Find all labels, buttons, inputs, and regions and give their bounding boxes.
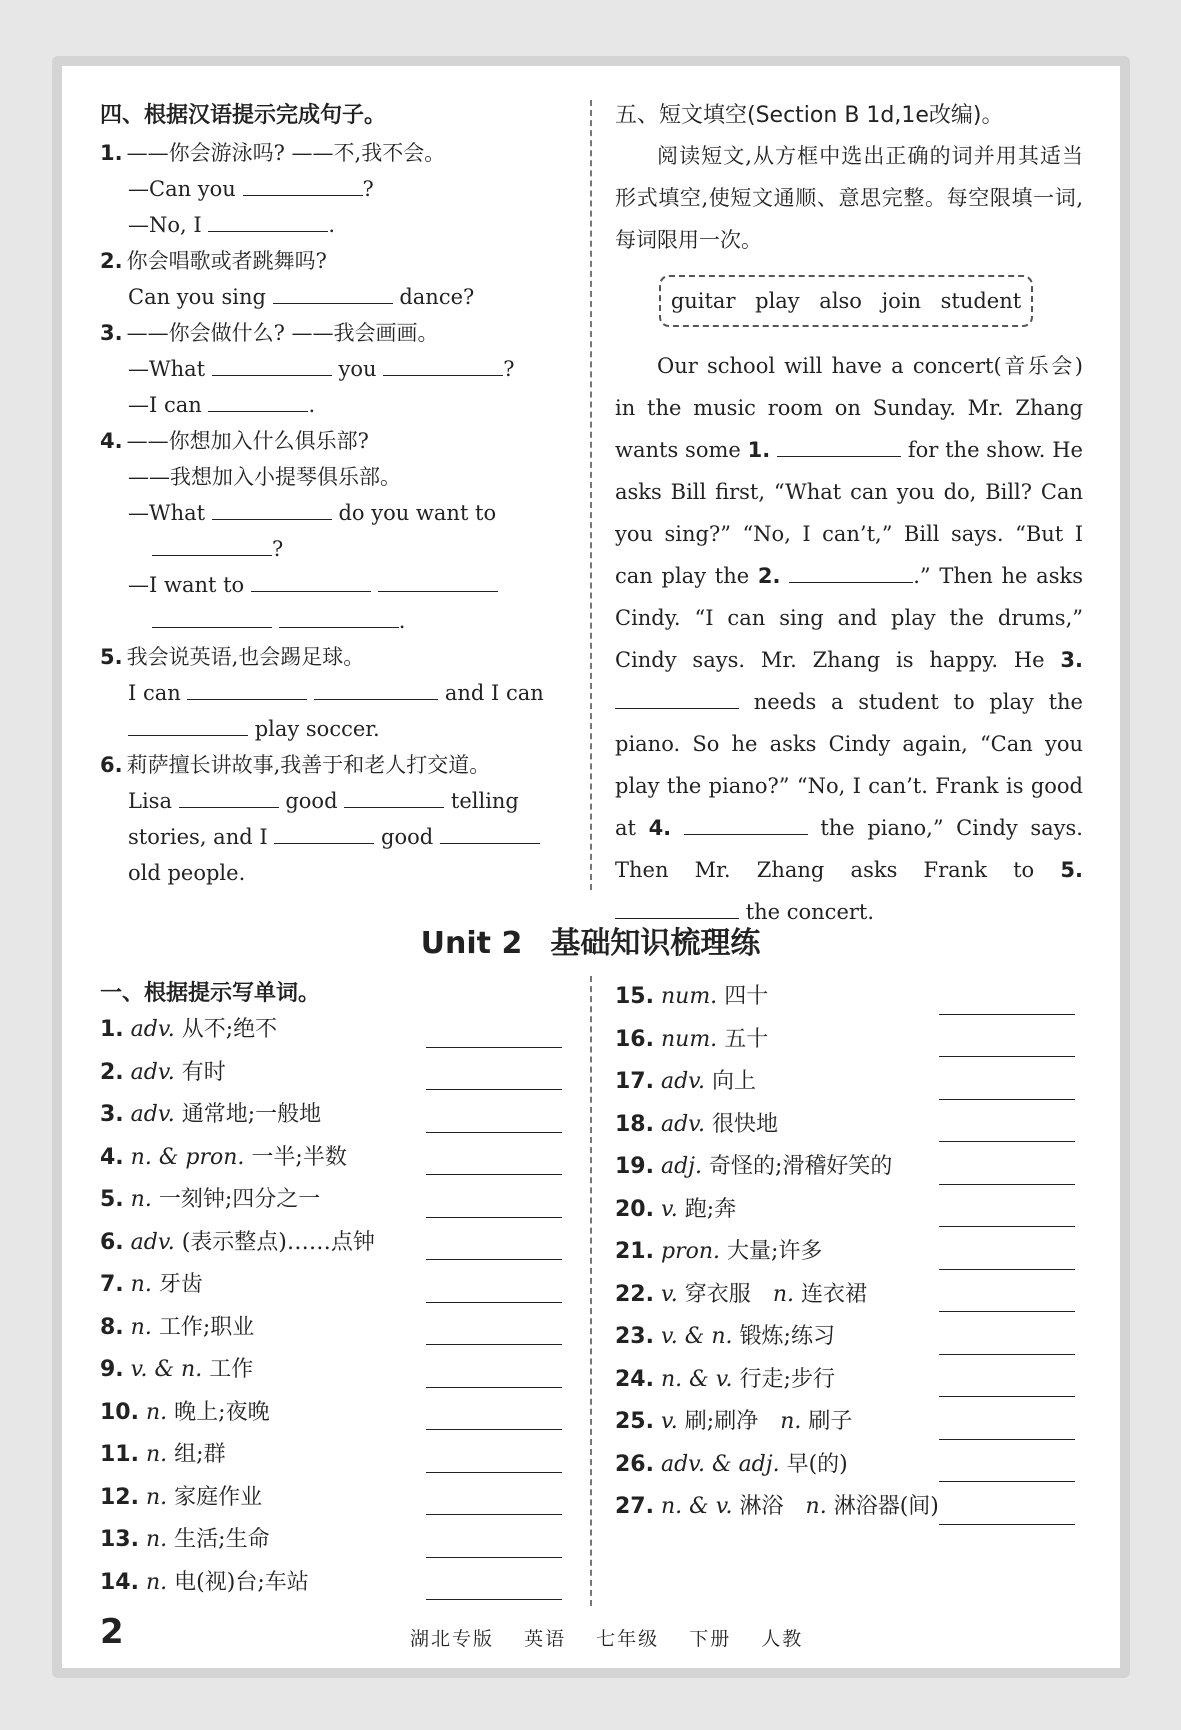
answer-blank[interactable] — [344, 785, 444, 808]
vocab-number: 5. — [100, 1187, 124, 1212]
page-number: 2 — [100, 1612, 124, 1652]
vocab-number: 12. — [100, 1484, 139, 1510]
vocab-meaning: 家庭作业 — [174, 1484, 263, 1510]
question-1 — [100, 135, 570, 243]
part-of-speech: adv. — [130, 1017, 175, 1042]
prompt-text: good — [285, 789, 338, 813]
prompt-text: . — [328, 213, 336, 237]
passage-text: the concert. — [745, 900, 875, 924]
answer-blank[interactable] — [939, 1524, 1075, 1525]
part-of-speech: n. — [805, 1494, 827, 1519]
answer-blank[interactable] — [208, 209, 328, 232]
vocab-number: 21. — [615, 1239, 654, 1264]
prompt-text: and I can — [444, 681, 544, 705]
prompt-text: —Can you — [128, 177, 236, 201]
vocab-number: 23. — [615, 1324, 654, 1349]
question-4 — [100, 423, 570, 639]
vocab-right — [615, 976, 1075, 1529]
vocab-number: 6. — [100, 1229, 124, 1255]
vocab-number: 8. — [100, 1314, 124, 1340]
footer-item: 七年级 — [596, 1628, 660, 1650]
question-cn: 莉萨擅长讲故事,我善于和老人打交道。 — [126, 753, 491, 777]
part-of-speech: n. — [780, 1409, 802, 1434]
vocab-number: 20. — [615, 1196, 654, 1222]
part-of-speech: n. & pron. — [130, 1144, 245, 1170]
part-of-speech: v. & n. — [130, 1357, 203, 1382]
unit-label: Unit 2 — [420, 926, 523, 961]
answer-blank[interactable] — [208, 389, 308, 412]
prompt-text: —I can — [128, 393, 202, 417]
section-5 — [615, 98, 1083, 933]
prompt-text: . — [308, 393, 316, 417]
vocab-meaning: 工作 — [209, 1357, 254, 1382]
answer-blank[interactable] — [274, 821, 374, 844]
word-option: guitar — [670, 289, 736, 313]
vocab-number: 17. — [615, 1069, 654, 1094]
part-of-speech: adv. — [130, 1229, 175, 1255]
vocab-meaning: 四十 — [724, 984, 769, 1009]
answer-blank[interactable] — [426, 1514, 562, 1515]
answer-blank[interactable] — [426, 1302, 562, 1303]
answer-blank[interactable] — [426, 1472, 562, 1473]
vocab-item — [100, 1477, 562, 1520]
vocab-meaning: 牙齿 — [158, 1272, 203, 1297]
answer-blank[interactable] — [426, 1047, 562, 1048]
vocab-number: 14. — [100, 1569, 139, 1595]
unit-title — [0, 918, 1181, 962]
part-of-speech: adv. — [130, 1059, 175, 1085]
vocab-meaning: 工作;职业 — [158, 1314, 255, 1340]
prompt-text: telling — [450, 789, 519, 813]
vocab-item — [100, 1519, 562, 1562]
part-of-speech: n. — [130, 1187, 152, 1212]
part-of-speech: n. & v. — [660, 1494, 733, 1519]
answer-blank[interactable] — [939, 1141, 1075, 1142]
word-option: join — [881, 289, 921, 313]
vocab-item — [100, 1052, 562, 1095]
answer-blank[interactable] — [939, 1269, 1075, 1270]
vocab-meaning: 很快地 — [712, 1111, 779, 1137]
vocab-number: 3. — [100, 1102, 124, 1127]
vocab-number: 25. — [615, 1409, 654, 1434]
prompt-text: Can you sing — [128, 285, 266, 309]
word-option: play — [755, 289, 800, 313]
prompt-text: play soccer. — [254, 717, 380, 741]
prompt-text: dance? — [399, 285, 475, 309]
part-of-speech: n. — [145, 1442, 168, 1467]
word-option: student — [940, 289, 1022, 313]
vocab-number: 11. — [100, 1442, 139, 1467]
footer-info — [410, 1624, 825, 1651]
footer-item: 湖北专版 — [410, 1628, 495, 1650]
vocab-item — [615, 1104, 1075, 1147]
answer-blank[interactable] — [426, 1259, 562, 1260]
vocab-list — [100, 1009, 562, 1604]
prompt-text: old people. — [128, 861, 246, 885]
answer-blank[interactable] — [426, 1557, 562, 1558]
blank-number: 2. — [757, 564, 781, 588]
prompt-text: ? — [503, 357, 515, 381]
question-cn: ——你想加入什么俱乐部? — [126, 429, 369, 453]
prompt-text: you — [338, 357, 377, 381]
vocab-meaning: 五十 — [724, 1026, 769, 1052]
prompt-text: Lisa — [128, 789, 172, 813]
vocab-number: 22. — [615, 1281, 654, 1307]
vocab-item — [615, 1061, 1075, 1104]
passage-text: Our school will have a concert(音乐会) in the music room on Sunday. Mr. Zhang wants some — [615, 354, 1083, 462]
answer-blank[interactable] — [426, 1132, 562, 1133]
prompt-text: —No, I — [128, 213, 202, 237]
prompt-text: I can — [128, 681, 181, 705]
passage-text: needs a student to play the piano. So he asks Cindy again, “Can you play the piano?” “No, I can’t. Frank is good at — [615, 690, 1083, 840]
part-of-speech: adj. — [660, 1154, 702, 1179]
answer-blank[interactable] — [939, 1099, 1075, 1100]
vocab-item — [615, 1019, 1075, 1062]
vocab-number: 24. — [615, 1366, 654, 1392]
answer-blank[interactable] — [939, 1311, 1075, 1312]
answer-blank[interactable] — [426, 1174, 562, 1175]
question-number: 4. — [100, 429, 123, 453]
vocab-heading: 一、根据提示写单词。 — [100, 981, 321, 1006]
answer-blank[interactable] — [212, 353, 332, 376]
blank-number: 5. — [1060, 858, 1083, 882]
vocab-number: 19. — [615, 1154, 654, 1179]
vocab-meaning: 连衣裙 — [800, 1281, 867, 1307]
answer-blank[interactable] — [378, 569, 498, 592]
vocab-number: 16. — [615, 1026, 654, 1052]
vocab-number: 18. — [615, 1111, 654, 1137]
vocab-meaning: 组;群 — [174, 1442, 226, 1467]
vocab-meaning: 生活;生命 — [174, 1527, 270, 1552]
vocab-item — [615, 976, 1075, 1019]
vocab-item — [615, 1359, 1075, 1402]
answer-blank[interactable] — [314, 677, 438, 700]
vocab-list — [615, 976, 1075, 1529]
part-of-speech: n. — [145, 1399, 168, 1425]
question-3 — [100, 315, 570, 423]
answer-blank[interactable] — [939, 1354, 1075, 1355]
answer-blank[interactable] — [187, 677, 307, 700]
answer-blank[interactable] — [273, 281, 393, 304]
passage-text: for the show. He asks Bill first, “What can you do, Bill? Can you sing?” “No, I can’t,” Bill says. “But I can play the — [615, 438, 1083, 588]
vocab-number: 15. — [615, 984, 654, 1009]
answer-blank[interactable] — [789, 560, 913, 583]
part-of-speech: v. & n. — [660, 1324, 733, 1349]
answer-blank[interactable] — [440, 821, 540, 844]
vocab-number: 27. — [615, 1494, 654, 1519]
part-of-speech: n. — [772, 1281, 794, 1307]
part-of-speech: n. — [130, 1272, 152, 1297]
prompt-text: ? — [272, 537, 284, 561]
blank-number: 3. — [1060, 648, 1083, 672]
answer-blank[interactable] — [128, 713, 248, 736]
vocab-item — [615, 1189, 1075, 1232]
prompt-text: good — [381, 825, 434, 849]
question-cn: ——你会做什么? ——我会画画。 — [126, 321, 439, 345]
question-number: 1. — [100, 141, 123, 165]
vocab-number: 13. — [100, 1527, 139, 1552]
vocab-item — [100, 1349, 562, 1392]
prompt-text: —What — [128, 501, 206, 525]
footer-item: 英语 — [524, 1628, 567, 1650]
part-of-speech: num. — [660, 1026, 718, 1052]
word-option: also — [819, 289, 862, 313]
unit-subtitle: 基础知识梳理练 — [550, 926, 761, 961]
vocab-item — [615, 1316, 1075, 1359]
question-cn: 你会唱歌或者跳舞吗? — [126, 249, 327, 273]
column-divider — [590, 976, 592, 1606]
footer-item: 下册 — [689, 1628, 732, 1650]
question-cn: 我会说英语,也会踢足球。 — [126, 645, 365, 669]
section-5-heading: 五、短文填空(Section B 1d,1e改编)。 — [615, 103, 1004, 128]
part-of-speech: adv. — [660, 1111, 705, 1137]
vocab-meaning: 淋浴 — [739, 1494, 784, 1519]
answer-blank[interactable] — [426, 1217, 562, 1218]
question-cn: ——你会游泳吗? ——不,我不会。 — [126, 141, 446, 165]
answer-blank[interactable] — [152, 533, 272, 556]
vocab-item — [100, 1179, 562, 1222]
question-number: 3. — [100, 321, 123, 345]
question-5 — [100, 639, 570, 747]
part-of-speech: n. — [130, 1314, 152, 1340]
vocab-meaning: 通常地;一般地 — [181, 1102, 322, 1127]
vocab-item — [100, 1562, 562, 1605]
vocab-item — [100, 1137, 562, 1180]
blank-number: 4. — [648, 816, 672, 840]
vocab-meaning: 行走;步行 — [739, 1366, 835, 1392]
part-of-speech: n. — [145, 1527, 168, 1552]
answer-blank[interactable] — [939, 1481, 1075, 1482]
vocab-meaning: 跑;奔 — [684, 1196, 737, 1222]
prompt-text: ? — [362, 177, 374, 201]
answer-blank[interactable] — [212, 497, 332, 520]
section-4 — [100, 98, 570, 891]
part-of-speech: n. & v. — [660, 1366, 733, 1392]
vocab-left — [100, 976, 562, 1604]
vocab-meaning: 锻炼;练习 — [739, 1324, 835, 1349]
word-box — [659, 275, 1033, 327]
vocab-meaning: 晚上;夜晚 — [174, 1399, 270, 1425]
vocab-meaning: 刷;刷净 — [684, 1409, 759, 1434]
vocab-meaning: 大量;许多 — [727, 1239, 823, 1264]
answer-blank[interactable] — [939, 1396, 1075, 1397]
answer-blank[interactable] — [426, 1599, 562, 1600]
vocab-meaning: 一半;半数 — [251, 1144, 347, 1170]
vocab-item — [100, 1392, 562, 1435]
answer-blank[interactable] — [426, 1089, 562, 1090]
answer-blank[interactable] — [152, 605, 272, 628]
question-number: 5. — [100, 645, 123, 669]
part-of-speech: adv. & adj. — [660, 1451, 780, 1477]
vocab-item — [100, 1307, 562, 1350]
vocab-item — [100, 1222, 562, 1265]
vocab-number: 10. — [100, 1399, 139, 1425]
vocab-item — [615, 1486, 1075, 1529]
part-of-speech: v. — [660, 1409, 678, 1434]
answer-blank[interactable] — [179, 785, 279, 808]
prompt-text: —I want to — [128, 573, 245, 597]
question-2 — [100, 243, 570, 315]
answer-blank[interactable] — [243, 173, 363, 196]
vocab-meaning: (表示整点)……点钟 — [181, 1229, 375, 1255]
answer-blank[interactable] — [426, 1344, 562, 1345]
passage-text: the piano,” Cindy says. Then Mr. Zhang asks Frank to — [615, 816, 1083, 882]
vocab-number: 1. — [100, 1017, 124, 1042]
answer-blank[interactable] — [615, 896, 739, 919]
vocab-meaning: 奇怪的;滑稽好笑的 — [709, 1154, 893, 1179]
answer-blank[interactable] — [426, 1429, 562, 1430]
column-divider — [590, 100, 592, 890]
section-4-heading: 四、根据汉语提示完成句子。 — [100, 103, 387, 128]
vocab-item — [615, 1146, 1075, 1189]
answer-blank[interactable] — [615, 686, 739, 709]
part-of-speech: adv. — [660, 1069, 705, 1094]
answer-blank[interactable] — [939, 1439, 1075, 1440]
prompt-text: —What — [128, 357, 206, 381]
vocab-number: 26. — [615, 1451, 654, 1477]
prompt-text: stories, and I — [128, 825, 268, 849]
part-of-speech: v. — [660, 1196, 678, 1222]
footer-item: 人教 — [761, 1628, 804, 1650]
vocab-number: 9. — [100, 1357, 124, 1382]
question-number: 6. — [100, 753, 123, 777]
vocab-meaning: 有时 — [181, 1059, 226, 1085]
vocab-number: 4. — [100, 1144, 124, 1170]
vocab-meaning: 电(视)台;车站 — [174, 1569, 309, 1595]
blank-number: 1. — [747, 438, 771, 462]
part-of-speech: n. — [145, 1569, 168, 1595]
answer-blank[interactable] — [279, 605, 399, 628]
vocab-meaning: 向上 — [712, 1069, 757, 1094]
passage-text: .” Then he asks Cindy. “I can sing and play the drums,” Cindy says. Mr. Zhang is happy. He — [615, 564, 1083, 672]
answer-blank[interactable] — [939, 1014, 1075, 1015]
part-of-speech: v. — [660, 1281, 678, 1307]
vocab-meaning: 穿衣服 — [684, 1281, 751, 1307]
question-6 — [100, 747, 570, 891]
answer-blank[interactable] — [383, 353, 503, 376]
vocab-item — [615, 1231, 1075, 1274]
answer-blank[interactable] — [939, 1184, 1075, 1185]
vocab-meaning: 淋浴器(间) — [833, 1494, 939, 1519]
answer-blank[interactable] — [939, 1056, 1075, 1057]
answer-blank[interactable] — [251, 569, 371, 592]
part-of-speech: pron. — [660, 1239, 720, 1264]
vocab-item — [100, 1434, 562, 1477]
part-of-speech: adv. — [130, 1102, 175, 1127]
vocab-meaning: 从不;绝不 — [181, 1017, 278, 1042]
part-of-speech: n. — [145, 1484, 168, 1510]
vocab-item — [615, 1401, 1075, 1444]
passage — [615, 345, 1083, 933]
vocab-number: 2. — [100, 1059, 124, 1085]
answer-blank[interactable] — [939, 1226, 1075, 1227]
vocab-item — [615, 1274, 1075, 1317]
answer-blank[interactable] — [777, 434, 901, 457]
section-5-instruction: 阅读短文,从方框中选出正确的词并用其适当形式填空,使短文通顺、意思完整。每空限填一词,每词限用一次。 — [615, 144, 1083, 252]
vocab-number: 7. — [100, 1272, 124, 1297]
prompt-text: do you want to — [338, 501, 497, 525]
question-cn: ——我想加入小提琴俱乐部。 — [128, 465, 401, 489]
vocab-meaning: 刷子 — [808, 1409, 853, 1434]
vocab-meaning: 早(的) — [786, 1451, 848, 1477]
vocab-item — [100, 1094, 562, 1137]
part-of-speech: num. — [660, 984, 718, 1009]
answer-blank[interactable] — [684, 812, 808, 835]
vocab-item — [100, 1009, 562, 1052]
vocab-item — [615, 1444, 1075, 1487]
prompt-text: . — [398, 609, 406, 633]
question-number: 2. — [100, 249, 123, 273]
answer-blank[interactable] — [426, 1387, 562, 1388]
vocab-item — [100, 1264, 562, 1307]
vocab-meaning: 一刻钟;四分之一 — [158, 1187, 321, 1212]
